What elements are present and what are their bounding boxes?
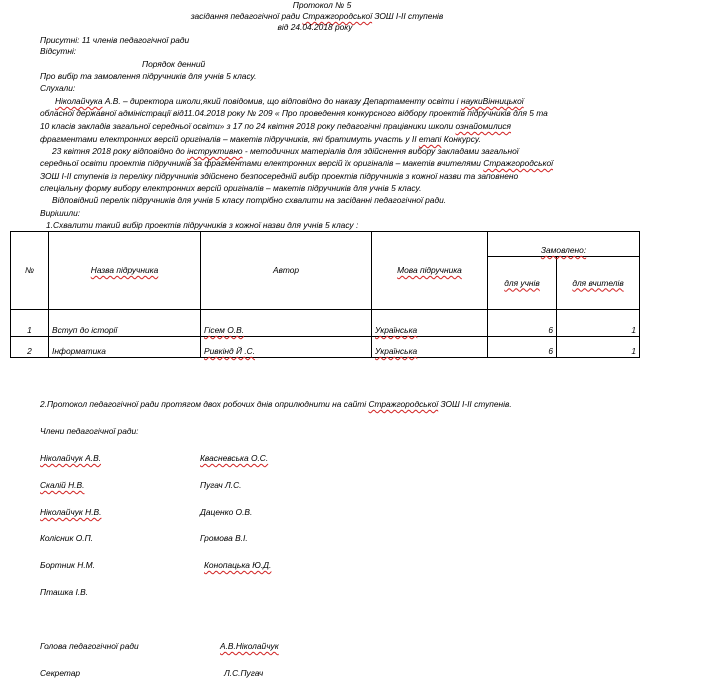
subtitle-school: Стражгородської bbox=[302, 11, 373, 21]
member-right: Громова В.І. bbox=[200, 533, 248, 543]
p2-line2: середньої освіти проектів підручників за фрагментами електронних версій їх оригіналів – макетів вчителями Стражгородської bbox=[40, 158, 553, 168]
row-author: Ривкінд Й .С. bbox=[201, 337, 372, 358]
subtitle-pre: засідання педагогічної ради bbox=[190, 11, 303, 21]
absent-line: Відсутні: bbox=[40, 46, 77, 56]
textbook-table bbox=[10, 231, 640, 358]
row-num: 1 bbox=[11, 310, 49, 337]
row-lang: Українська bbox=[372, 337, 488, 358]
col-num-header: № bbox=[11, 232, 49, 310]
secretary-name: Л.С.Пугач bbox=[224, 668, 264, 678]
p1-line2: обласної державної адміністрації від11.04.2018 року № 209 « Про проведення конкурсного відбору проектів підручників для 5 та bbox=[40, 108, 548, 118]
subtitle-post: ЗОШ І-ІІ ступенів bbox=[372, 11, 444, 21]
p1-line3: 10 класів закладів загальної середньої освіти» з 17 по 24 квітня 2018 року педагогічні працівники школи ознайомилися bbox=[40, 121, 512, 131]
members-title: Члени педагогічної ради: bbox=[40, 426, 139, 436]
col-ordered-header: Замовлено: bbox=[488, 232, 640, 257]
present-line: Присутні: 11 членів педагогічної ради bbox=[40, 35, 190, 45]
p1-name: Ніколайчука bbox=[55, 96, 103, 106]
member-right: Даценко О.В. bbox=[200, 507, 253, 517]
table-header-row bbox=[11, 232, 640, 257]
member-left: Пташка І.В. bbox=[40, 587, 89, 597]
p2-line4: спеціальну форму вибору електронних версій оригіналів – макетів підручників для учнів 5 класу. bbox=[40, 183, 422, 193]
listened-label: Слухали: bbox=[40, 83, 76, 93]
row-author: Гісем О.В. bbox=[201, 310, 372, 337]
protocol-date: від 24.04.2018 року bbox=[277, 22, 353, 32]
row-lang: Українська bbox=[372, 310, 488, 337]
table-row bbox=[11, 337, 640, 358]
member-left: Скалій Н.В. bbox=[40, 480, 85, 490]
row-students: 6 bbox=[488, 310, 557, 337]
decided-label: Вирішили: bbox=[40, 208, 81, 218]
col-lang-header: Мова підручника bbox=[372, 232, 488, 310]
member-left: Ніколайчук А.В. bbox=[40, 453, 102, 463]
p2-line1: 23 квітня 2018 року відповідно до інструктивно - методичних матеріалів для здійснення вибору закладами загальної bbox=[52, 146, 519, 156]
agenda-title: Порядок денний bbox=[142, 59, 206, 69]
table-row bbox=[11, 310, 640, 337]
member-right: Конопацька Ю.Д. bbox=[204, 560, 272, 570]
protocol-title: Протокол № 5 bbox=[292, 0, 352, 10]
decision-item-2: 2.Протокол педагогічної ради протягом двох робочих днів оприлюднити на сайті Стражгородської ЗОШ І-ІІ ступенів. bbox=[40, 399, 512, 409]
col-teachers-header: для вчителів bbox=[557, 257, 640, 310]
p2-line3: ЗОШ І-ІІ ступенів із переліку підручників здійснено безпосередній вибір проектів підручників з кожної назви та заповнено bbox=[40, 171, 519, 181]
p3-line: Відповідний перелік підручників для учнів 5 класу потрібно схвалити на засіданні педагогічної ради. bbox=[52, 195, 447, 205]
row-students: 6 bbox=[488, 337, 557, 358]
member-left: Колісник О.П. bbox=[40, 533, 93, 543]
member-right: Квасневська О.С. bbox=[200, 453, 269, 463]
member-right: Пугач Л.С. bbox=[200, 480, 242, 490]
row-teachers: 1 bbox=[557, 310, 640, 337]
p1-line4: фрагментами електронних версій оригіналів – макетів підручників, які братимуть участь у ІІ етапі Конкурсу. bbox=[40, 134, 481, 144]
col-students-header: для учнів bbox=[488, 257, 557, 310]
row-num: 2 bbox=[11, 337, 49, 358]
row-name: Інформатика bbox=[49, 337, 201, 358]
col-name-header: Назва підручника bbox=[49, 232, 201, 310]
decision-item-1: 1.Схвалити такий вибір проектів підручників з кожної назви для учнів 5 класу : bbox=[46, 220, 359, 230]
p1-line1: Ніколайчука А.В. – директора школи,який повідомив, що відповідно до наказу Департаменту освіти і наукиВінницької bbox=[55, 96, 524, 106]
protocol-subtitle bbox=[191, 11, 444, 22]
head-label: Голова педагогічної ради bbox=[40, 641, 139, 651]
col-author-header: Автор bbox=[201, 232, 372, 310]
head-name: А.В.Ніколайчук bbox=[220, 641, 279, 651]
agenda-item: Про вибір та замовлення підручників для учнів 5 класу. bbox=[40, 71, 257, 81]
member-left: Ніколайчук Н.В. bbox=[40, 507, 102, 517]
member-left: Бортник Н.М. bbox=[40, 560, 95, 570]
row-name: Вступ до історії bbox=[49, 310, 201, 337]
secretary-label: Секретар bbox=[40, 668, 81, 678]
row-teachers: 1 bbox=[557, 337, 640, 358]
